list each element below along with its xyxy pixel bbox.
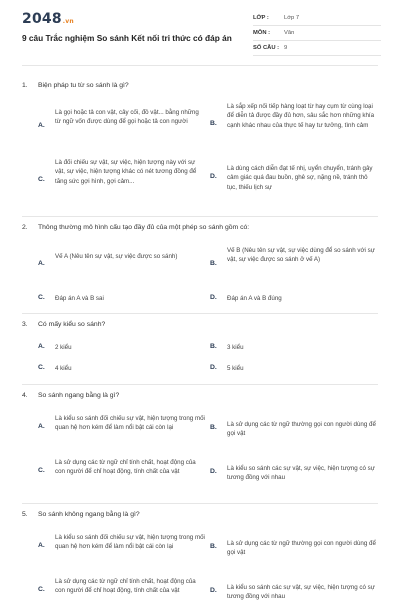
option-b[interactable]: [210, 100, 380, 152]
option-c[interactable]: [38, 156, 208, 208]
question-text: So sánh không ngang bằng là gì?: [38, 511, 140, 518]
meta-key: LỚP :: [253, 15, 269, 21]
option-text: 3 kiểu: [227, 344, 244, 351]
option-c[interactable]: [38, 294, 208, 306]
question-2: [22, 224, 378, 302]
site-logo[interactable]: [22, 11, 74, 27]
meta-row-count: [253, 42, 381, 56]
header-divider: [22, 65, 378, 66]
option-label: C.: [38, 586, 45, 593]
question-title: [22, 224, 378, 238]
question-1: [22, 82, 378, 191]
option-label: A.: [38, 542, 45, 549]
meta-value: Lớp 7: [284, 15, 300, 21]
option-d[interactable]: [210, 364, 380, 376]
option-label: B.: [210, 424, 217, 431]
option-a[interactable]: [38, 106, 208, 146]
option-text: Là sử dụng các từ ngữ chỉ tính chất, hoạt động của con người để chỉ hoạt động, tính chất của vật: [55, 459, 196, 476]
question-text: Thông thường mô hình cấu tạo đầy đủ của một phép so sánh gồm có:: [38, 224, 250, 231]
option-text: Là gọi hoặc tả con vật, cây cối, đồ vật... bằng những từ ngữ vốn được dùng để gọi hoặc tả con người: [55, 109, 199, 126]
option-label: C.: [38, 176, 45, 183]
option-text: 5 kiểu: [227, 365, 244, 372]
option-label: D.: [210, 364, 217, 371]
option-label: D.: [210, 173, 217, 180]
option-label: B.: [210, 260, 217, 267]
option-b[interactable]: [210, 244, 380, 284]
option-b[interactable]: [210, 537, 380, 559]
option-text: Là sử dụng các từ ngữ thường gọi con người dùng để gọi vật: [227, 540, 376, 557]
option-text: Đáp án A và B đúng: [227, 295, 282, 302]
option-label: D.: [210, 587, 217, 594]
option-label: C.: [38, 467, 45, 474]
option-text: Vế A (Nêu tên sự vật, sự việc được so sánh): [55, 253, 178, 260]
option-text: Là kiểu so sánh đối chiếu sự vật, hiện tượng trong mối quan hệ hơn kém để làm nổi bật cái còn lại: [55, 415, 205, 432]
meta-key: SỐ CÂU :: [253, 45, 280, 51]
question-divider: [22, 384, 378, 385]
option-a[interactable]: [38, 250, 208, 280]
option-label: C.: [38, 364, 45, 371]
question-divider: [22, 216, 378, 217]
option-d[interactable]: [210, 581, 380, 600]
option-text: Là kiểu so sánh các sự vật, sự việc, hiện tượng có sự tương đồng với nhau: [227, 465, 375, 482]
option-c[interactable]: [38, 456, 208, 488]
option-label: A.: [38, 122, 45, 129]
meta-row-grade: [253, 12, 381, 26]
option-a[interactable]: [38, 343, 208, 355]
option-b[interactable]: [210, 343, 380, 355]
question-number: 4.: [22, 392, 28, 399]
question-title: [22, 82, 378, 96]
option-a[interactable]: [38, 531, 208, 563]
question-title: [22, 511, 378, 525]
option-text: Là sắp xếp nối tiếp hàng loạt từ hay cụm từ cùng loại để diễn tả được đầy đủ hơn, sâu sắc hơn những khía cạnh khác nhau của thực tế hay tư tưởng, tình cảm: [227, 103, 375, 129]
question-number: 3.: [22, 321, 28, 328]
option-text: 2 kiểu: [55, 344, 72, 351]
question-divider: [22, 503, 378, 504]
question-3: [22, 321, 378, 372]
option-text: Vế B (Nêu tên sự vật, sự việc dùng để so sánh với sự vật, sự việc được so sánh ở vế A): [227, 247, 375, 264]
option-d[interactable]: [210, 462, 380, 484]
option-text: Là dùng cách diễn đạt tế nhị, uyển chuyển, tránh gây cảm giác quá đau buồn, ghê sợ, nặng nề, tránh thô tục, thiếu lịch sự: [227, 165, 373, 191]
document-title: 9 câu Trắc nghiệm So sánh Kết nối tri thức có đáp án: [22, 33, 232, 43]
option-label: B.: [210, 543, 217, 550]
option-label: C.: [38, 294, 45, 301]
meta-row-subject: [253, 27, 381, 41]
meta-key: MÔN :: [253, 30, 271, 36]
option-c[interactable]: [38, 364, 208, 376]
option-text: Là sử dụng các từ ngữ thường gọi con người dùng để gọi vật: [227, 421, 376, 438]
option-label: A.: [38, 260, 45, 267]
option-label: A.: [38, 343, 45, 350]
option-label: D.: [210, 294, 217, 301]
question-4: [22, 392, 378, 482]
option-d[interactable]: [210, 162, 380, 202]
option-a[interactable]: [38, 412, 208, 444]
logo-sub: .vn: [62, 18, 74, 25]
question-5: [22, 511, 378, 600]
option-text: Là sử dụng các từ ngữ chỉ tính chất, hoạt động của con người để chỉ hoạt động, tính chất của vật: [55, 578, 196, 595]
option-b[interactable]: [210, 418, 380, 440]
question-text: Biện pháp tu từ so sánh là gì?: [38, 82, 129, 89]
document-header: [0, 0, 400, 66]
option-label: A.: [38, 423, 45, 430]
option-label: B.: [210, 120, 217, 127]
question-number: 5.: [22, 511, 28, 518]
meta-value: Văn: [284, 30, 295, 36]
question-divider: [22, 313, 378, 314]
question-text: So sánh ngang bằng là gì?: [38, 392, 120, 399]
option-d[interactable]: [210, 294, 380, 306]
option-text: Là kiểu so sánh đối chiếu sự vật, hiện tượng trong mối quan hệ hơn kém để làm nổi bật cái còn lại: [55, 534, 205, 551]
question-number: 1.: [22, 82, 28, 89]
option-label: D.: [210, 468, 217, 475]
question-title: [22, 392, 378, 406]
option-c[interactable]: [38, 575, 208, 600]
question-text: Có mấy kiểu so sánh?: [38, 321, 106, 328]
meta-value: 9: [284, 45, 288, 51]
option-text: 4 kiểu: [55, 365, 72, 372]
option-label: B.: [210, 343, 217, 350]
option-text: Là đối chiếu sự vật, sự việc, hiện tượng này với sự vật, sự việc, hiện tượng khác có nét tương đồng để tăng sức gợi hình, gợi cảm...: [55, 159, 197, 185]
logo-main: 2048: [22, 11, 62, 27]
option-text: Là kiểu so sánh các sự vật, sự việc, hiện tượng có sự tương đồng với nhau: [227, 584, 375, 600]
question-title: [22, 321, 378, 335]
option-text: Đáp án A và B sai: [55, 295, 104, 302]
question-number: 2.: [22, 224, 28, 231]
